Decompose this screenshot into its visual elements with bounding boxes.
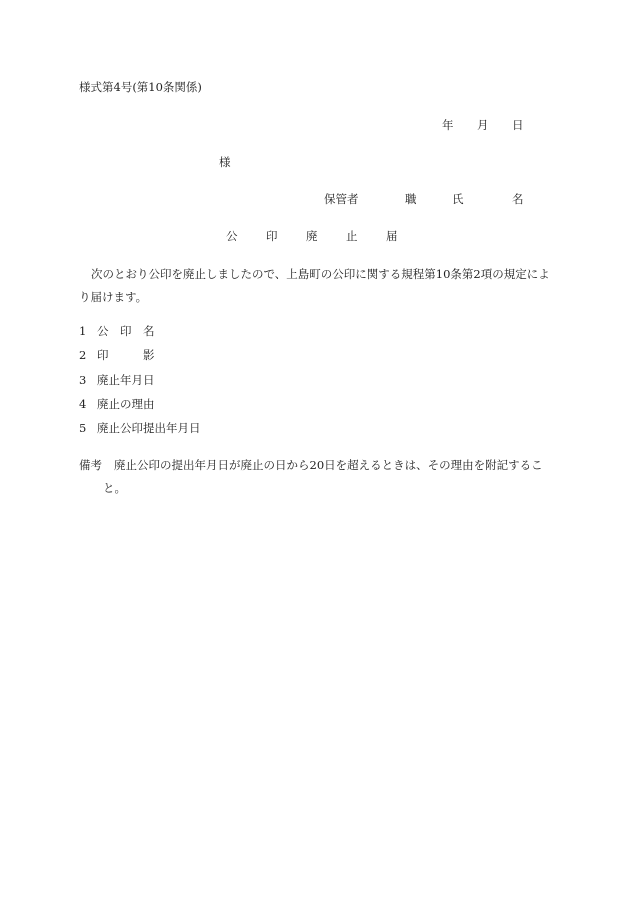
- holder-shoku: 職: [405, 192, 417, 206]
- list-item: [79, 323, 155, 339]
- date-day-label: 日: [512, 118, 524, 132]
- list-item: [79, 396, 155, 412]
- item-number: 1: [79, 324, 87, 338]
- body-text: 次のとおり公印を廃止しましたので、上島町の公印に関する規程第10条第2項の規定により届けます。: [79, 267, 550, 304]
- title-char: 止: [346, 229, 358, 243]
- remarks-label: 備考: [79, 458, 102, 472]
- item-label: 廃止公印提出年月日: [97, 421, 201, 435]
- item-number: 3: [79, 373, 87, 387]
- remarks: [79, 454, 553, 500]
- date-month-label: 月: [477, 118, 489, 132]
- title-char: 廃: [306, 229, 318, 243]
- title-char: 公: [226, 229, 238, 243]
- item-label: 廃止の理由: [97, 397, 155, 411]
- remarks-text: 廃止公印の提出年月日が廃止の日から20日を超えるときは、その理由を附記すること。: [103, 458, 543, 495]
- list-item: [79, 420, 201, 436]
- item-number: 5: [79, 421, 87, 435]
- item-number: 2: [79, 348, 87, 362]
- holder-shi: 氏: [452, 192, 464, 206]
- title-char: 届: [386, 229, 398, 243]
- item-label: 印 影: [97, 348, 155, 362]
- date-year-label: 年: [442, 118, 454, 132]
- addressee-suffix: 様: [219, 155, 231, 169]
- list-item: [79, 347, 155, 363]
- item-label: 公 印 名: [97, 324, 155, 338]
- list-item: [79, 372, 155, 388]
- form-number: 様式第4号(第10条関係): [79, 80, 202, 94]
- item-number: 4: [79, 397, 87, 411]
- item-label: 廃止年月日: [97, 373, 155, 387]
- holder-mei: 名: [512, 192, 524, 206]
- title-char: 印: [266, 229, 278, 243]
- holder-label: 保管者: [324, 192, 359, 206]
